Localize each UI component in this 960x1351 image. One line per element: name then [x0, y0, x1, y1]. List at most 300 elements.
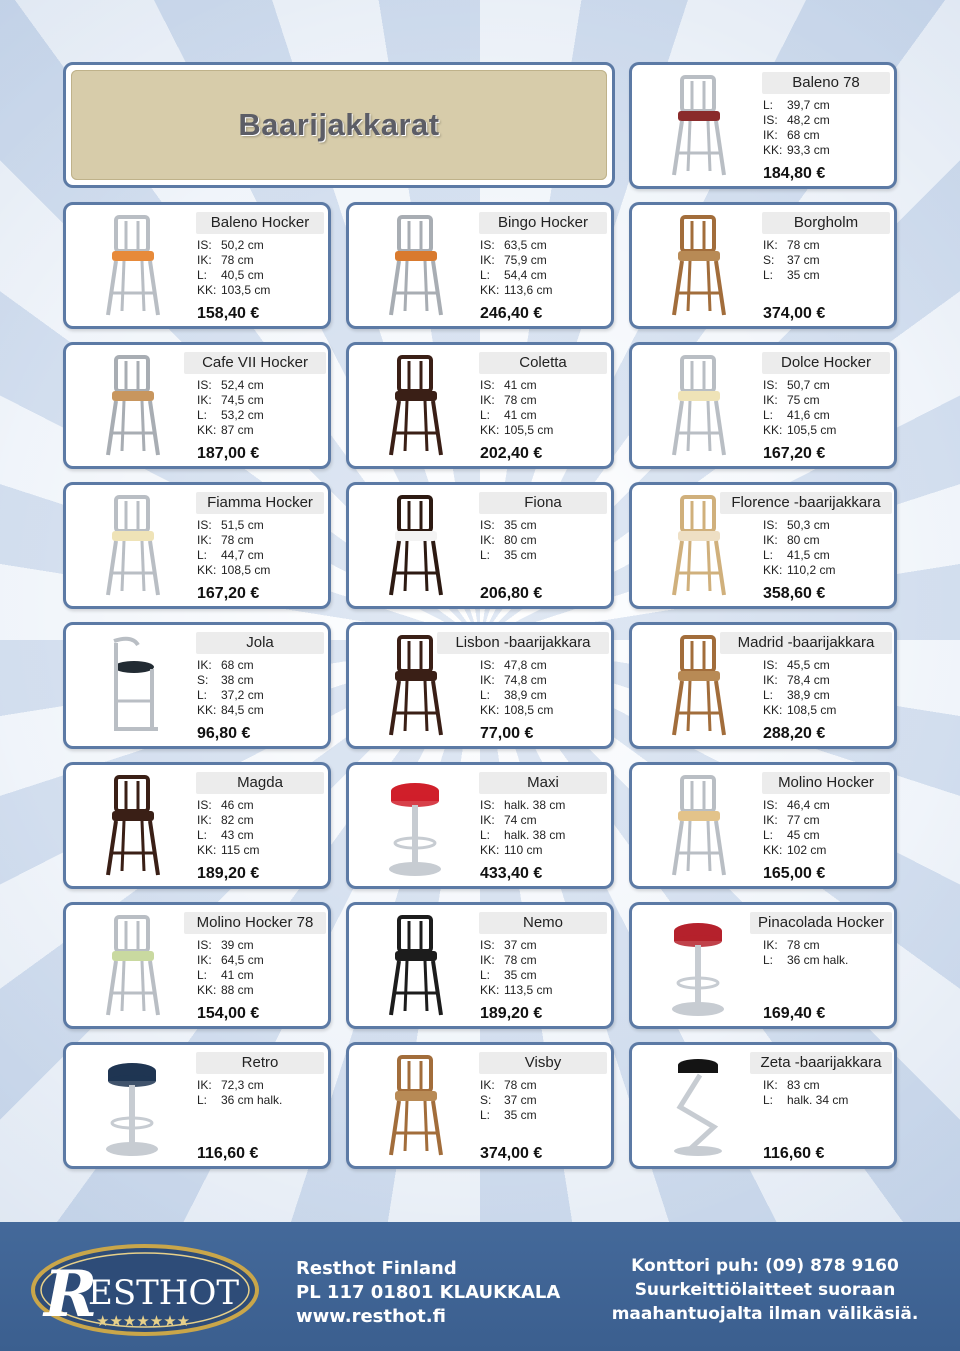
metal-stool-wood-seat-icon — [640, 771, 756, 881]
product-specs — [197, 798, 327, 858]
spec-key: L: — [763, 1093, 774, 1107]
spec-row — [480, 983, 610, 998]
spec-row — [480, 968, 610, 983]
spec-row — [763, 798, 893, 813]
spec-row — [480, 533, 610, 548]
spec-key: L: — [480, 408, 491, 422]
slogan-line-2: maahantuojalta ilman välikäsiä. — [611, 1304, 919, 1324]
spec-row — [480, 673, 610, 688]
metal-stool-cream-seat-icon — [640, 351, 756, 461]
spec-row — [197, 238, 327, 253]
product-price: 154,00 € — [197, 1005, 260, 1022]
product-specs — [197, 518, 327, 578]
product-card-pinacolada-hocker — [629, 902, 897, 1029]
spec-key: L: — [480, 548, 491, 562]
product-card-florence-baarijakkara — [629, 482, 897, 609]
product-card-fiona — [346, 482, 614, 609]
spec-key: KK: — [763, 143, 783, 157]
spec-value: 39 cm — [221, 938, 254, 952]
spec-value: 37 cm — [504, 938, 537, 952]
spec-value: 51,5 cm — [221, 518, 264, 532]
spec-key: IK: — [197, 813, 212, 827]
spec-key: IK: — [480, 813, 495, 827]
product-name: Cafe VII Hocker — [184, 352, 326, 374]
spec-row — [763, 98, 893, 113]
product-card-visby — [346, 1042, 614, 1169]
spec-row — [480, 798, 610, 813]
spec-value: 46 cm — [221, 798, 254, 812]
spec-row — [197, 408, 327, 423]
product-specs — [763, 658, 893, 718]
spec-key: L: — [480, 268, 491, 282]
spec-value: 35 cm — [504, 548, 537, 562]
spec-row — [763, 703, 893, 718]
spec-value: 39,7 cm — [787, 98, 830, 112]
spec-value: 93,3 cm — [787, 143, 830, 157]
spec-value: 75 cm — [787, 393, 820, 407]
spec-value: 48,2 cm — [787, 113, 830, 127]
metal-stool-green-seat-icon — [74, 911, 190, 1021]
product-name: Visby — [479, 1052, 607, 1074]
product-card-coletta — [346, 342, 614, 469]
spec-value: 78,4 cm — [787, 673, 830, 687]
spec-key: IS: — [197, 518, 212, 532]
product-name: Florence -baarijakkara — [720, 492, 892, 514]
product-name: Coletta — [479, 352, 607, 374]
spec-key: L: — [480, 688, 491, 702]
spec-row — [197, 533, 327, 548]
spec-value: 105,5 cm — [787, 423, 837, 437]
product-specs — [480, 658, 610, 718]
product-price: 374,00 € — [480, 1145, 543, 1162]
spec-key: IK: — [197, 533, 212, 547]
spec-row — [197, 968, 327, 983]
spec-key: S: — [763, 253, 775, 267]
spec-row — [197, 378, 327, 393]
spec-value: 75,9 cm — [504, 253, 547, 267]
product-price: 288,20 € — [763, 725, 826, 742]
spec-value: 108,5 cm — [504, 703, 554, 717]
round-blue-stool-icon — [74, 1051, 190, 1161]
spec-row — [480, 813, 610, 828]
spec-value: 78 cm — [787, 938, 820, 952]
product-name: Fiamma Hocker — [196, 492, 324, 514]
metal-stool-red-seat-icon — [640, 71, 756, 181]
phone-number: Konttori puh: (09) 878 9160 — [631, 1256, 899, 1276]
spec-key: IS: — [480, 378, 495, 392]
spec-value: 37 cm — [787, 253, 820, 267]
spec-key: L: — [763, 408, 774, 422]
product-specs — [480, 938, 610, 998]
spec-row — [197, 658, 327, 673]
spec-row — [763, 548, 893, 563]
spec-value: 113,5 cm — [504, 983, 553, 997]
spec-value: 77 cm — [787, 813, 820, 827]
spec-value: 36 cm halk. — [221, 1093, 283, 1107]
spec-row — [763, 938, 893, 953]
product-card-fiamma-hocker — [63, 482, 331, 609]
spec-value: 35 cm — [787, 268, 820, 282]
spec-value: 46,4 cm — [787, 798, 830, 812]
spec-row — [763, 143, 893, 158]
spec-key: L: — [763, 953, 774, 967]
spec-key: IK: — [763, 128, 778, 142]
slogan-line-1: Suurkeittiölaitteet suoraan — [634, 1280, 896, 1300]
dark-wood-stool-icon — [74, 771, 190, 881]
spec-row — [763, 953, 893, 968]
resthot-logo — [30, 1238, 260, 1338]
spec-key: IK: — [763, 938, 778, 952]
spec-key: IS: — [480, 238, 495, 252]
spec-key: IK: — [763, 393, 778, 407]
spec-row — [763, 423, 893, 438]
product-card-borgholm — [629, 202, 897, 329]
product-name: Dolce Hocker — [762, 352, 890, 374]
product-price: 184,80 € — [763, 165, 826, 182]
spec-value: 50,7 cm — [787, 378, 830, 392]
product-card-lisbon-baarijakkara — [346, 622, 614, 749]
product-specs — [480, 518, 610, 563]
round-red-stool-icon — [640, 911, 756, 1021]
spec-key: KK: — [480, 283, 500, 297]
product-specs — [197, 238, 327, 298]
product-specs — [763, 1078, 893, 1108]
contact-info — [600, 1254, 930, 1326]
spec-row — [480, 393, 610, 408]
product-name: Baleno 78 — [762, 72, 890, 94]
spec-row — [197, 688, 327, 703]
spec-row — [197, 393, 327, 408]
spec-value: 64,5 cm — [221, 953, 264, 967]
spec-key: L: — [197, 408, 208, 422]
spec-key: KK: — [763, 563, 783, 577]
spec-row — [197, 268, 327, 283]
product-name: Molino Hocker — [762, 772, 890, 794]
spec-value: 87 cm — [221, 423, 254, 437]
product-name: Nemo — [479, 912, 607, 934]
spec-row — [763, 813, 893, 828]
spec-row — [763, 563, 893, 578]
retro-red-stool-icon — [357, 771, 473, 881]
spec-value: 84,5 cm — [221, 703, 264, 717]
product-card-retro — [63, 1042, 331, 1169]
product-price: 187,00 € — [197, 445, 260, 462]
spec-value: 105,5 cm — [504, 423, 554, 437]
spec-key: IK: — [480, 393, 495, 407]
spec-value: 50,2 cm — [221, 238, 264, 252]
spec-row — [763, 533, 893, 548]
spec-value: 103,5 cm — [221, 283, 271, 297]
spec-key: L: — [480, 1108, 491, 1122]
spec-value: 82 cm — [221, 813, 254, 827]
product-name: Baleno Hocker — [196, 212, 324, 234]
zigzag-stool-icon — [640, 1051, 756, 1161]
product-card-madrid-baarijakkara — [629, 622, 897, 749]
spec-row — [480, 238, 610, 253]
spec-key: KK: — [197, 423, 217, 437]
spec-row — [197, 423, 327, 438]
product-name: Jola — [196, 632, 324, 654]
product-price: 116,60 € — [763, 1145, 825, 1162]
product-specs — [763, 798, 893, 858]
spec-value: 41,6 cm — [787, 408, 830, 422]
spec-key: L: — [763, 548, 774, 562]
spec-value: 74 cm — [504, 813, 537, 827]
spec-value: 41 cm — [504, 408, 537, 422]
spec-value: 52,4 cm — [221, 378, 264, 392]
product-card-cafe-vii-hocker — [63, 342, 331, 469]
spec-key: S: — [197, 673, 209, 687]
title-card — [63, 62, 615, 188]
spec-value: 63,5 cm — [504, 238, 547, 252]
spec-row — [480, 703, 610, 718]
product-price: 206,80 € — [480, 585, 543, 602]
spec-value: 40,5 cm — [221, 268, 264, 282]
spec-row — [480, 518, 610, 533]
spec-value: 115 cm — [221, 843, 260, 857]
spec-row — [197, 938, 327, 953]
spec-key: L: — [197, 968, 208, 982]
spec-value: 53,2 cm — [221, 408, 264, 422]
product-card-dolce-hocker — [629, 342, 897, 469]
spec-key: IK: — [763, 813, 778, 827]
product-specs — [480, 798, 610, 858]
spec-row — [763, 393, 893, 408]
product-price: 374,00 € — [763, 305, 826, 322]
product-card-magda — [63, 762, 331, 889]
spec-row — [763, 378, 893, 393]
product-price: 246,40 € — [480, 305, 543, 322]
spec-key: L: — [480, 968, 491, 982]
product-card-baleno-hocker — [63, 202, 331, 329]
white-cushion-stool-icon — [357, 491, 473, 601]
spec-key: IK: — [480, 673, 495, 687]
spec-value: 44,7 cm — [221, 548, 264, 562]
spec-value: 68 cm — [787, 128, 820, 142]
product-specs — [480, 1078, 610, 1123]
spec-value: 35 cm — [504, 1108, 537, 1122]
spec-row — [480, 843, 610, 858]
spec-value: 43 cm — [221, 828, 254, 842]
spec-value: 45,5 cm — [787, 658, 830, 672]
wooden-stool-icon — [357, 1051, 473, 1161]
spec-key: KK: — [197, 563, 217, 577]
spec-key: L: — [480, 828, 491, 842]
product-name: Borgholm — [762, 212, 890, 234]
spec-row — [480, 268, 610, 283]
spec-value: 78 cm — [504, 1078, 537, 1092]
spec-key: L: — [763, 98, 774, 112]
product-name: Fiona — [479, 492, 607, 514]
spec-value: 38,9 cm — [504, 688, 547, 702]
spec-row — [480, 1108, 610, 1123]
product-price: 116,60 € — [197, 1145, 259, 1162]
spec-key: KK: — [197, 283, 217, 297]
product-price: 169,40 € — [763, 1005, 826, 1022]
product-specs — [480, 378, 610, 438]
spec-key: S: — [480, 1093, 492, 1107]
spec-key: IK: — [197, 1078, 212, 1092]
spec-value: 74,5 cm — [221, 393, 264, 407]
spec-key: IS: — [480, 658, 495, 672]
product-specs — [197, 658, 327, 718]
spec-key: IS: — [197, 938, 212, 952]
spec-key: IK: — [480, 533, 495, 547]
product-specs — [197, 1078, 327, 1108]
spec-value: 78 cm — [504, 393, 537, 407]
product-card-molino-hocker — [629, 762, 897, 889]
spec-value: 80 cm — [787, 533, 820, 547]
product-card-baleno-78 — [629, 62, 897, 189]
product-price: 202,40 € — [480, 445, 543, 462]
svg-text:★★★★★★★: ★★★★★★★ — [96, 1312, 191, 1330]
spec-key: IS: — [480, 798, 495, 812]
spec-row — [763, 408, 893, 423]
spec-row — [763, 128, 893, 143]
product-card-molino-hocker-78 — [63, 902, 331, 1029]
spec-row — [480, 953, 610, 968]
spec-row — [480, 1093, 610, 1108]
spec-row — [197, 548, 327, 563]
cantilever-stool-icon — [74, 631, 190, 741]
product-name: Lisbon -baarijakkara — [437, 632, 609, 654]
spec-value: 45 cm — [787, 828, 820, 842]
footer — [0, 1222, 960, 1351]
spec-row — [763, 113, 893, 128]
spec-row — [197, 283, 327, 298]
metal-stool-orange-seat-icon — [74, 211, 190, 321]
product-price: 167,20 € — [197, 585, 260, 602]
spec-key: IK: — [763, 1078, 778, 1092]
product-specs — [763, 938, 893, 968]
spec-value: 88 cm — [221, 983, 254, 997]
spec-row — [197, 828, 327, 843]
spec-key: IS: — [763, 518, 778, 532]
spec-key: IK: — [763, 533, 778, 547]
spec-value: 36 cm halk. — [787, 953, 849, 967]
spec-value: 38 cm — [221, 673, 254, 687]
spec-row — [763, 688, 893, 703]
spec-key: L: — [197, 688, 208, 702]
spec-key: L: — [197, 268, 208, 282]
spec-key: IS: — [197, 238, 212, 252]
spec-value: 37 cm — [504, 1093, 537, 1107]
spec-row — [480, 828, 610, 843]
product-price: 158,40 € — [197, 305, 260, 322]
spec-row — [763, 238, 893, 253]
product-name: Pinacolada Hocker — [750, 912, 892, 934]
spec-row — [197, 813, 327, 828]
website-link[interactable]: www.resthot.fi — [296, 1306, 446, 1327]
spec-key: IK: — [197, 953, 212, 967]
spec-row — [763, 518, 893, 533]
spec-key: KK: — [763, 703, 783, 717]
spec-row — [763, 1078, 893, 1093]
spec-value: 78 cm — [787, 238, 820, 252]
spec-key: L: — [763, 268, 774, 282]
spec-value: 83 cm — [787, 1078, 820, 1092]
product-name: Retro — [196, 1052, 324, 1074]
product-card-nemo — [346, 902, 614, 1029]
page-title: Baarijakkarat — [238, 107, 440, 142]
spec-key: KK: — [480, 423, 500, 437]
spec-key: L: — [197, 1093, 208, 1107]
spec-row — [480, 658, 610, 673]
spec-key: IK: — [480, 953, 495, 967]
spec-key: KK: — [480, 703, 500, 717]
spec-row — [480, 548, 610, 563]
spec-row — [480, 408, 610, 423]
company-address — [296, 1257, 560, 1329]
spec-row — [763, 658, 893, 673]
spec-row — [197, 673, 327, 688]
product-price: 165,00 € — [763, 865, 826, 882]
spec-value: 68 cm — [221, 658, 254, 672]
spec-row — [480, 688, 610, 703]
product-price: 167,20 € — [763, 445, 826, 462]
spec-value: halk. 38 cm — [504, 798, 566, 812]
spec-value: 113,6 cm — [504, 283, 553, 297]
spec-row — [197, 253, 327, 268]
dark-wood-stool-icon — [357, 351, 473, 461]
postal-address: PL 117 01801 KLAUKKALA — [296, 1282, 561, 1303]
spec-value: 54,4 cm — [504, 268, 547, 282]
spec-value: 50,3 cm — [787, 518, 830, 532]
spec-row — [480, 1078, 610, 1093]
spec-value: 78 cm — [504, 953, 537, 967]
product-name: Bingo Hocker — [479, 212, 607, 234]
spec-row — [480, 938, 610, 953]
product-price: 189,20 € — [480, 1005, 543, 1022]
spec-value: 78 cm — [221, 533, 254, 547]
spec-value: 78 cm — [221, 253, 254, 267]
spec-key: IK: — [763, 673, 778, 687]
spec-value: halk. 38 cm — [504, 828, 566, 842]
spec-row — [197, 798, 327, 813]
spec-row — [197, 1078, 327, 1093]
spec-value: 108,5 cm — [787, 703, 837, 717]
company-name: Resthot Finland — [296, 1258, 457, 1279]
spec-key: KK: — [197, 703, 217, 717]
spec-key: IS: — [197, 798, 212, 812]
spec-value: 102 cm — [787, 843, 827, 857]
spec-row — [197, 703, 327, 718]
spec-key: L: — [197, 828, 208, 842]
spec-key: KK: — [763, 423, 783, 437]
spec-key: IS: — [480, 938, 495, 952]
spec-row — [763, 268, 893, 283]
spec-value: 108,5 cm — [221, 563, 271, 577]
spec-value: 110 cm — [504, 843, 543, 857]
product-card-zeta-baarijakkara — [629, 1042, 897, 1169]
product-name: Zeta -baarijakkara — [750, 1052, 892, 1074]
spec-key: IS: — [763, 113, 778, 127]
spec-value: 41,5 cm — [787, 548, 830, 562]
spec-key: IS: — [480, 518, 495, 532]
spec-row — [763, 673, 893, 688]
spec-key: IS: — [763, 798, 778, 812]
spec-value: 41 cm — [221, 968, 254, 982]
spec-value: halk. 34 cm — [787, 1093, 849, 1107]
bentwood-stool-icon — [74, 351, 190, 461]
spec-value: 74,8 cm — [504, 673, 547, 687]
spec-row — [197, 983, 327, 998]
product-name: Madrid -baarijakkara — [720, 632, 892, 654]
product-card-maxi — [346, 762, 614, 889]
spec-key: KK: — [197, 983, 217, 997]
spec-key: KK: — [197, 843, 217, 857]
spec-value: 35 cm — [504, 518, 537, 532]
